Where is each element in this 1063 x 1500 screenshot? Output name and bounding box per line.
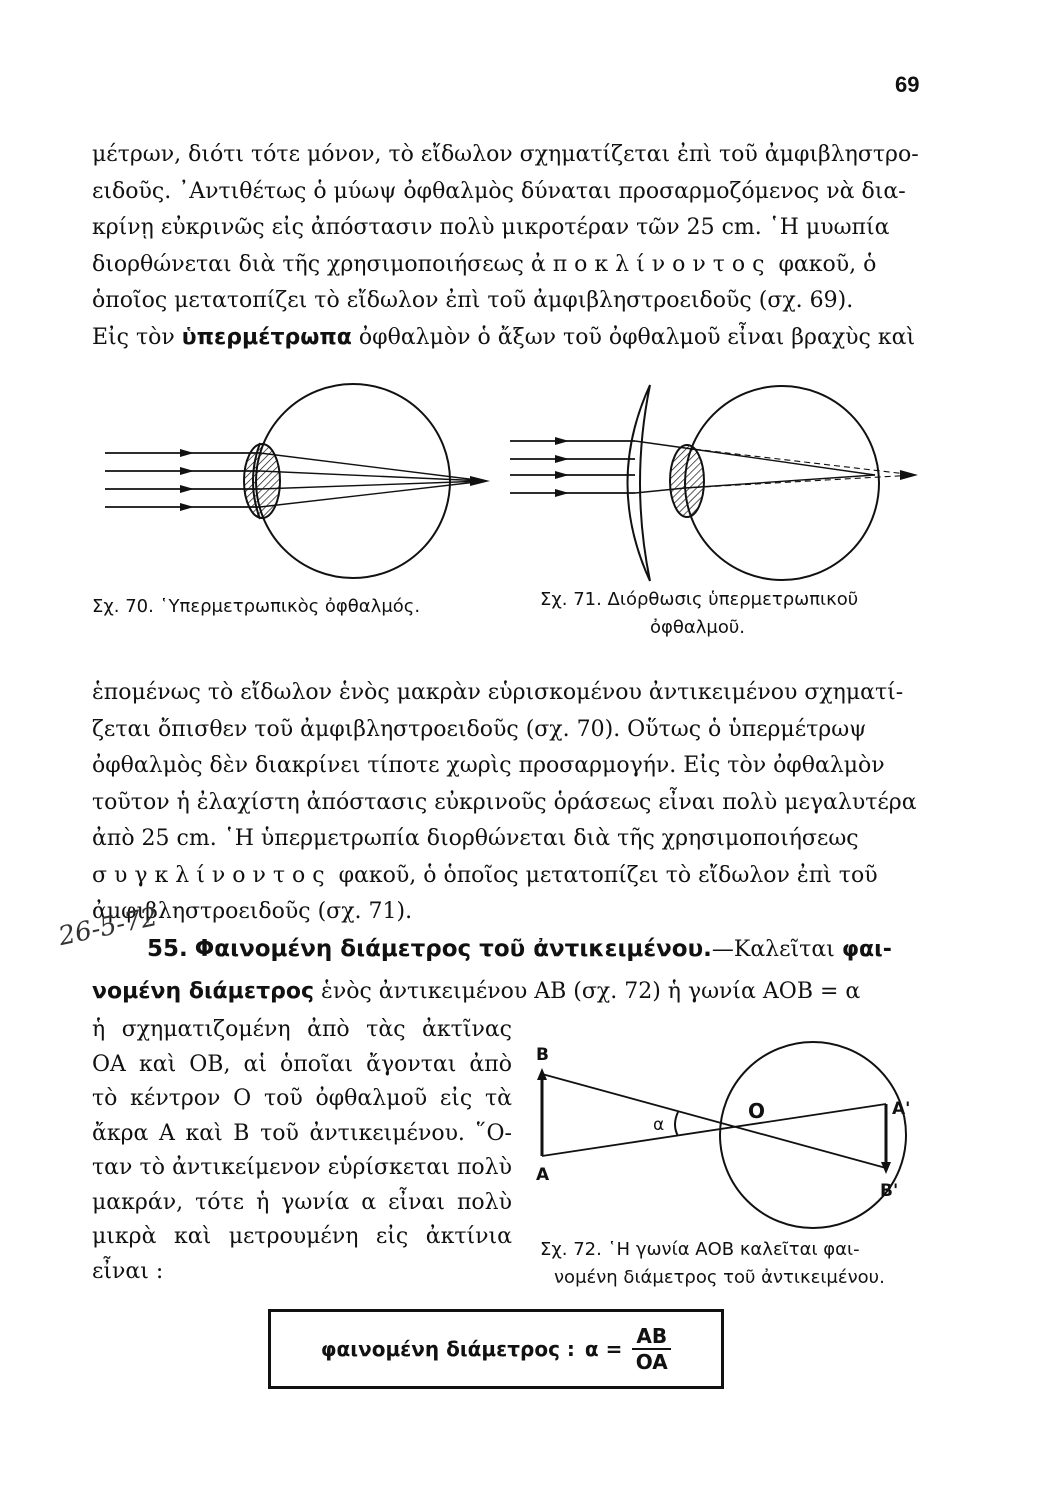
section-body-text <box>92 1013 512 1289</box>
label-alpha: α <box>653 1115 665 1135</box>
angle-arc <box>675 1112 678 1136</box>
refracted-ray <box>260 453 485 481</box>
text-line: μακράν, τότε ἡ γωνία α εἶναι πολὺ <box>92 1189 512 1215</box>
uncorrected-ray-dashed <box>685 448 915 475</box>
text-line: ειδοῦς. ᾿Αντιθέτως ὁ μύωψ ὀφθαλμὸς δύναται προσαρμοζόμενος νὰ δια- <box>92 178 906 204</box>
figure-71-hyperopia-correction <box>505 375 925 590</box>
eye-lens <box>670 445 704 517</box>
text-line: τοῦτον ἡ ἐλαχίστη ἀπόστασις εὐκρινοῦς ὁράσεως εἶναι πολὺ μεγαλυτέρα <box>92 789 917 815</box>
text-fragment: διορθώνεται διὰ τῆς χρησιμοποιήσεως <box>92 251 524 277</box>
section-number: 55. <box>147 936 188 962</box>
text-line <box>92 974 932 1011</box>
text-line: ἡ σχηματιζομένη ἀπὸ τὰς ἀκτῖνας <box>92 1017 512 1042</box>
fraction-numerator: AB <box>632 1324 671 1350</box>
uncorrected-ray-dashed <box>685 475 915 488</box>
text-line <box>92 858 922 895</box>
text-line <box>92 320 922 357</box>
bold-term: φαι- <box>841 937 892 962</box>
formula-lhs: α = <box>584 1337 623 1361</box>
text-line: τὸ κέντρον Ο τοῦ ὀφθαλμοῦ εἰς τὰ <box>92 1086 512 1111</box>
caption-line: Σχ. 71. Διόρθωσις ὑπερμετρωπικοῦ <box>540 589 859 610</box>
caption-line: νομένη διάμετρος τοῦ ἀντικειμένου. <box>554 1267 885 1288</box>
text-line: ἀπὸ 25 cm. ῾Η ὑπερμετρωπία διορθώνεται διὰ τῆς χρησιμοποιήσεως <box>92 826 859 851</box>
ray-arrow <box>180 503 194 511</box>
paragraph-hyperopia <box>92 675 922 931</box>
label-A: A <box>536 1165 550 1185</box>
eyeball-outline <box>720 1042 906 1228</box>
formula-label: φαινομένη διάμετρος : <box>320 1337 575 1361</box>
formula-box <box>268 1309 724 1389</box>
figure-70-hyperopic-eye <box>100 375 500 590</box>
caption-line: Σχ. 72. ῾Η γωνία ΑΟΒ καλεῖται φαι- <box>540 1239 860 1260</box>
focus-point <box>900 470 918 480</box>
label-B: B <box>536 1045 549 1065</box>
refracted-ray <box>685 448 875 475</box>
text-line: ἄκρα Α καὶ Β τοῦ ἀντικειμένου. ῞Ο- <box>92 1120 512 1146</box>
label-O: O <box>748 1099 766 1123</box>
text-line: μικρὰ καὶ μετρουμένη εἰς ἀκτίνια <box>92 1224 512 1249</box>
page-number: 69 <box>895 72 920 97</box>
figure-72-apparent-diameter <box>528 1030 928 1230</box>
text-line: ΟΑ καὶ ΟΒ, αἱ ὁποῖαι ἄγονται ἀπὸ <box>92 1051 512 1077</box>
text-line: ὁποῖος μετατοπίζει τὸ εἴδωλον ἐπὶ τοῦ ἀμφιβληστροειδοῦς (σχ. 69). <box>92 288 854 313</box>
ray-arrow <box>555 471 569 479</box>
formula <box>271 1312 721 1386</box>
text-line: ζεται ὄπισθεν τοῦ ἀμφιβληστροειδοῦς (σχ. 70). Οὕτως ὁ ὑπερμέτρωψ <box>92 716 867 742</box>
bold-term-apparent-diameter: νομένη διάμετρος <box>92 979 315 1004</box>
section-definition-line <box>92 974 932 1011</box>
caption-line: ὀφθαλμοῦ. <box>650 617 746 638</box>
formula-fraction <box>632 1324 671 1374</box>
spaced-term-converging: συγκλίνοντος <box>92 862 332 888</box>
label-B-prime: B' <box>880 1181 899 1201</box>
ray-arrow <box>555 455 569 463</box>
text-fragment: ἑνὸς ἀντικειμένου ΑΒ (σχ. 72) ἡ γωνία ΑΟΒ = α <box>321 979 861 1004</box>
text-line: ταν τὸ ἀντικείμενον εὑρίσκεται πολὺ <box>92 1155 512 1180</box>
text-fragment: Εἰς τὸν <box>92 324 175 350</box>
bold-term-hyperopic: ὑπερμέτρωπα <box>181 324 352 350</box>
text-line <box>92 247 922 284</box>
fraction-denominator: OA <box>635 1350 668 1374</box>
focus-point <box>470 476 490 486</box>
image-arrow <box>881 1162 891 1174</box>
ray-arrow <box>555 437 569 445</box>
text-fragment: φακοῦ, ὁ <box>778 251 877 277</box>
caption-figure-71 <box>540 586 940 642</box>
caption-figure-72 <box>540 1236 940 1292</box>
text-fragment: φακοῦ, ὁ ὁποῖος μετατοπίζει τὸ εἴδωλον ἐπὶ τοῦ <box>338 862 878 888</box>
text-fragment: ὀφθαλμὸν ὁ ἄξων τοῦ ὀφθαλμοῦ εἶναι βραχὺς καὶ <box>358 324 916 350</box>
ray-A-to-Aprime <box>542 1104 886 1156</box>
ray-arrow <box>555 489 569 497</box>
caption-figure-70: Σχ. 70. ῾Υπερμετρωπικὸς ὀφθαλμός. <box>92 596 421 617</box>
refracted-ray <box>685 475 875 488</box>
text-line: μέτρων, διότι τότε μόνον, τὸ εἴδωλον σχηματίζεται ἐπὶ τοῦ ἀμφιβληστρο- <box>92 142 919 167</box>
handwritten-date-note: 26-5-72 <box>55 901 161 953</box>
refracted-ray <box>260 471 485 481</box>
section-title: Φαινομένη διάμετρος τοῦ ἀντικειμένου. <box>194 936 712 962</box>
text-line: κρίνῃ εὐκρινῶς εἰς ἀπόστασιν πολὺ μικροτέραν τῶν 25 cm. ῾Η μυωπία <box>92 215 890 240</box>
ray-arrow <box>180 467 194 475</box>
text-line: εἶναι : <box>92 1258 164 1284</box>
converging-corrective-lens <box>628 385 651 581</box>
label-A-prime: A' <box>892 1099 911 1119</box>
section-heading <box>147 936 892 962</box>
text-line: ὀφθαλμὸς δὲν διακρίνει τίποτε χωρὶς προσαρμογήν. Εἰς τὸν ὀφθαλμὸν <box>92 753 885 778</box>
spaced-term-diverging: ἀποκλίνοντος <box>530 251 772 277</box>
ray-arrow <box>180 485 194 493</box>
text-fragment: —Καλεῖται <box>711 937 835 962</box>
eyeball-outline <box>685 386 879 580</box>
text-line: ἀμφιβληστροειδοῦς (σχ. 71). <box>92 899 413 924</box>
paragraph-myopia <box>92 137 922 356</box>
ray-B-to-Bprime <box>542 1074 886 1168</box>
eyeball-outline <box>256 384 450 578</box>
ray-arrow <box>180 449 194 457</box>
text-line: ἑπομένως τὸ εἴδωλον ἑνὸς μακρὰν εὑρισκομένου ἀντικειμένου σχηματί- <box>92 680 904 705</box>
